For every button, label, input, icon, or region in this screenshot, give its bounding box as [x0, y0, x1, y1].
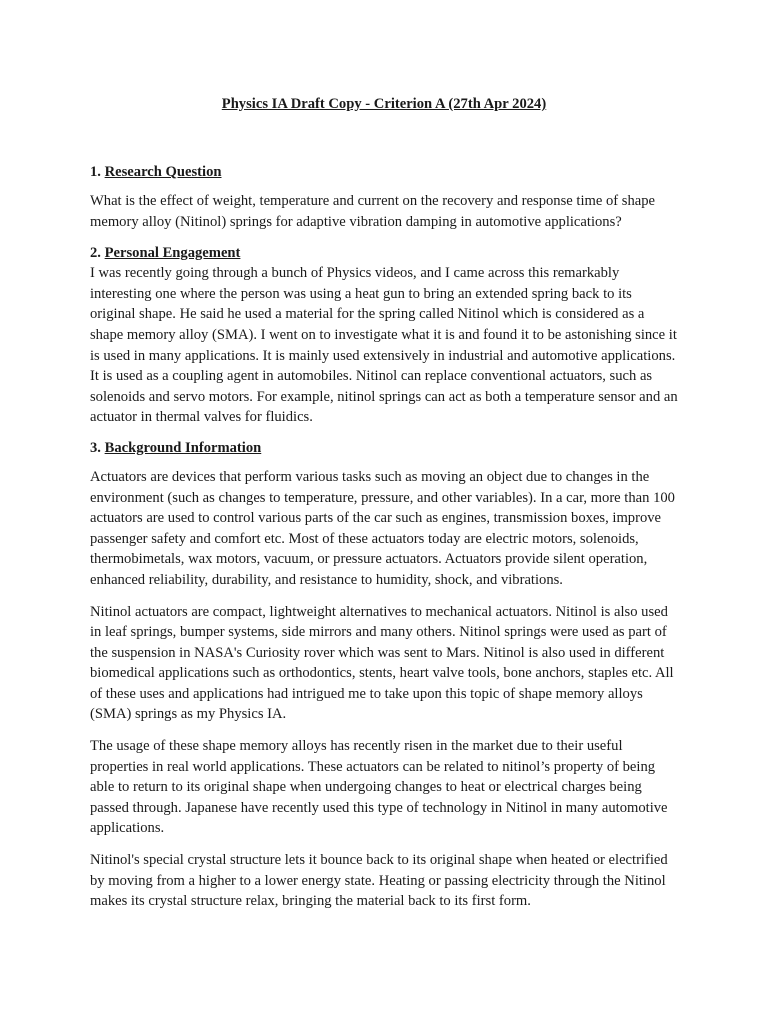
section-title: Background Information — [104, 439, 262, 456]
research-question-paragraph: What is the effect of weight, temperature and current on the recovery and response time of shape memory alloy (Nitinol) springs for adaptive vibration damping in automotive applications? — [90, 193, 656, 230]
section-number: 3. — [90, 439, 101, 456]
background-paragraph-sma-usage: The usage of these shape memory alloys has recently risen in the market due to their useful properties in real world applications. These actuators can be related to nitinol’s property of being able to return to its original shape when undergoing changes to heat or electrical charges being passed through. Japanese have recently used this type of technology in Nitinol in many automotive applications. — [90, 738, 668, 837]
background-paragraph-crystal-structure: Nitinol's special crystal structure lets it bounce back to its original shape when heated or electrified by moving from a higher to a lower energy state. Heating or passing electricity through the Nitinol makes its crystal structure relax, bringing the material back to its first form. — [90, 852, 668, 910]
section-number: 1. — [90, 164, 101, 180]
personal-engagement-paragraph: I was recently going through a bunch of Physics videos, and I came across this remarkably interesting one where the person was using a heat gun to bring an extended spring back to its original shape. He said he used a material for the spring called Nitinol which is considered as a shape memory alloy (SMA). I went on to investigate what it is and found it to be astonishing since it is used in many applications. It is mainly used extensively in industrial and automotive applications. It is used as a coupling agent in automobiles. Nitinol can replace conventional actuators, such as solenoids and servo motors. For example, nitinol springs can act as both a temperature sensor and an actuator in thermal valves for fluidics. — [90, 265, 678, 426]
section-heading-personal-engagement — [90, 243, 678, 263]
section-number: 2. — [90, 245, 101, 262]
section-heading-research-question — [90, 162, 678, 182]
section-title: Research Question — [104, 164, 222, 180]
section-heading-background-information — [90, 438, 678, 458]
background-paragraph-actuators: Actuators are devices that perform various tasks such as moving an object due to changes in the environment (such as changes to temperature, pressure, and other variables). In a car, more than 100 actuators are used to control various parts of the car such as engines, transmission boxes, improve passenger safety and comfort etc. Most of these actuators today are electric motors, solenoids, thermobimetals, wax motors, vacuum, or pressure actuators. Actuators provide silent operation, enhanced reliability, durability, and resistance to humidity, shock, and vibrations. — [90, 468, 675, 588]
section-title: Personal Engagement — [104, 245, 241, 262]
document-title: Physics IA Draft Copy - Criterion A (27th Apr 2024) — [221, 96, 547, 112]
background-paragraph-nitinol-actuators: Nitinol actuators are compact, lightweight alternatives to mechanical actuators. Nitinol is also used in leaf springs, bumper systems, side mirrors and many others. Nitinol springs were used as part of the suspension in NASA's Curiosity rover which was sent to Mars. Nitinol is also used in different biomedical applications such as orthodontics, stents, heart valve tools, bone anchors, staples etc. All of these uses and applications had intrigued me to take upon this topic of shape memory alloys (SMA) springs as my Physics IA. — [90, 603, 674, 723]
